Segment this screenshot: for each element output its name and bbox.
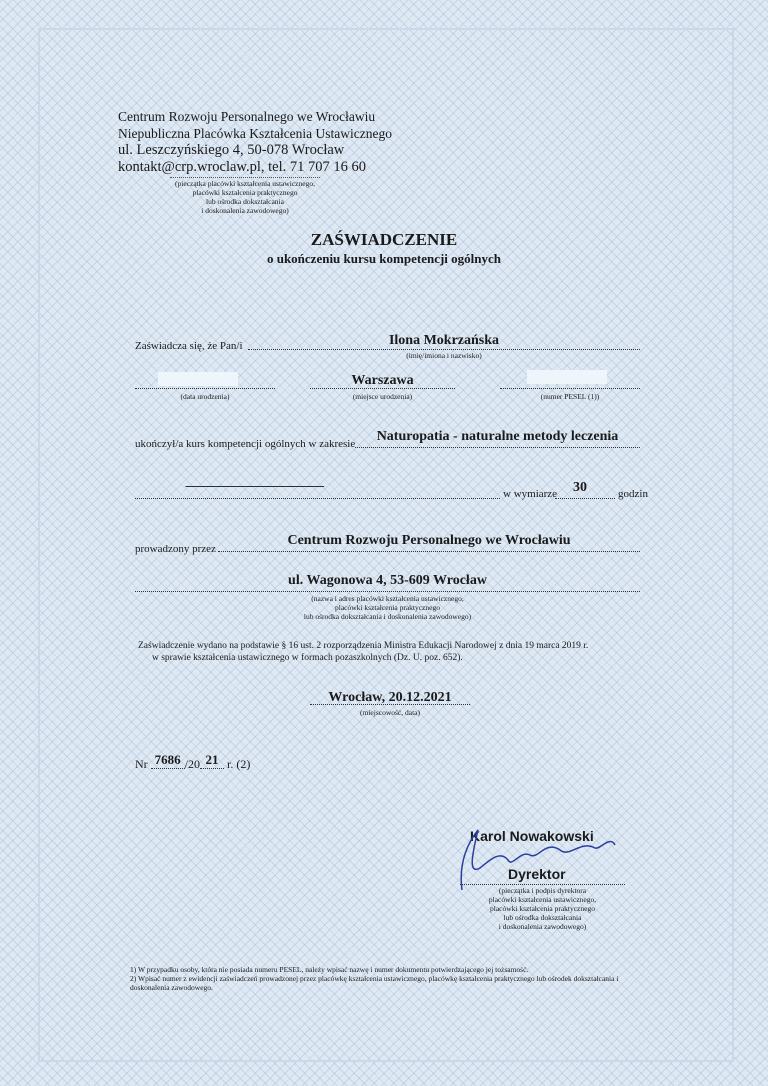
stamp-caption bbox=[170, 177, 320, 215]
course-dash-line: ---------------------------------------------------- bbox=[185, 480, 324, 492]
hours-value: 30 bbox=[573, 480, 587, 495]
stamp-line: Centrum Rozwoju Personalnego we Wrocławiu bbox=[118, 109, 376, 124]
number-year: 21 bbox=[200, 752, 224, 769]
stamp-line: ul. Leszczyńskiego 4, 50-078 Wrocław bbox=[118, 142, 345, 158]
certificate-number bbox=[135, 752, 250, 772]
person-name: Ilona Mokrzańska bbox=[388, 333, 500, 348]
caption-line: (pieczątka i podpis dyrektora bbox=[498, 886, 587, 895]
course-name: Naturopatia - naturalne metody leczenia bbox=[376, 429, 619, 444]
birth-place: Warszawa bbox=[351, 373, 414, 388]
director-title-stamp: Dyrektor bbox=[508, 866, 566, 882]
hours-unit: godzin bbox=[618, 488, 648, 500]
hours-label: w wymiarze bbox=[503, 488, 558, 500]
director-caption bbox=[460, 886, 625, 931]
provider-name: Centrum Rozwoju Personalnego we Wrocławiu bbox=[287, 533, 571, 548]
caption-line: (pieczątka placówki kształcenia ustawicznego, bbox=[175, 179, 315, 188]
director-name-stamp: Karol Nowakowski bbox=[470, 828, 594, 844]
provider-label: prowadzony przez bbox=[135, 543, 216, 555]
pesel-caption: (numer PESEL (1)) bbox=[540, 392, 600, 401]
stamp-line: Niepubliczna Placówka Kształcenia Ustawicznego bbox=[118, 126, 393, 141]
stamp-line: kontakt@crp.wroclaw.pl, tel. 71 707 16 60 bbox=[118, 159, 366, 175]
person-label: Zaświadcza się, że Pan/i bbox=[135, 340, 243, 352]
provider-address: ul. Wagonowa 4, 53-609 Wrocław bbox=[288, 573, 487, 588]
caption-line: placówki kształcenia praktycznego bbox=[335, 603, 440, 612]
document-title: ZAŚWIADCZENIE bbox=[310, 230, 458, 249]
caption-line: placówki kształcenia praktycznego bbox=[192, 188, 298, 197]
caption-line: (nazwa i adres placówki kształcenia ustawicznego, bbox=[311, 594, 464, 603]
name-caption: (imię/imiona i nazwisko) bbox=[406, 351, 482, 360]
caption-line: i doskonalenia zawodowego) bbox=[201, 206, 289, 215]
legal-line: Zaświadczenie wydano na podstawie § 16 ust. 2 rozporządzenia Ministra Edukacji Narodowej z dnia 19 marca 2019 r. bbox=[138, 641, 589, 651]
legal-basis bbox=[138, 640, 588, 664]
number-mid: /20 bbox=[184, 757, 201, 771]
footnote: 1) W przypadku osoby, która nie posiada numeru PESEL, należy wpisać nazwę i numer dokumentu potwierdzającego jej tożsamość. bbox=[130, 965, 529, 974]
caption-line: placówki kształcenia praktycznego bbox=[490, 904, 595, 913]
number-suffix: r. (2) bbox=[227, 757, 251, 771]
birth-place-caption: (miejsce urodzenia) bbox=[352, 392, 413, 401]
caption-line: i doskonalenia zawodowego) bbox=[498, 922, 587, 931]
caption-line: lub ośrodka dokształcania i doskonalenia zawodowego) bbox=[303, 612, 472, 621]
footnote: 2) Wpisać numer z ewidencji zaświadczeń prowadzonej przez placówkę kształcenia ustawicznego, placówkę kształcenia praktycznego lub ośrodek dokształcania i doskonalenia zawodowego. bbox=[130, 974, 619, 992]
number-value: 7686 bbox=[151, 752, 185, 769]
course-label: ukończył/a kurs kompetencji ogólnych w zakresie bbox=[135, 438, 356, 450]
birth-date-caption: (data urodzenia) bbox=[180, 392, 230, 401]
legal-line: w sprawie kształcenia ustawicznego w formach pozaszkolnych (Dz. U. poz. 652). bbox=[152, 653, 463, 663]
number-prefix: Nr bbox=[135, 757, 148, 771]
caption-line: placówki kształcenia ustawicznego, bbox=[488, 895, 597, 904]
place-date-caption: (miejscowość, data) bbox=[360, 708, 420, 717]
footnotes bbox=[130, 965, 650, 992]
provider-caption bbox=[135, 594, 640, 621]
place-date: Wrocław, 20.12.2021 bbox=[328, 690, 452, 705]
document-subtitle: o ukończeniu kursu kompetencji ogólnych bbox=[266, 251, 502, 266]
institution-stamp bbox=[118, 108, 392, 176]
caption-line: lub ośrodka dokształcania bbox=[206, 197, 284, 206]
caption-line: lub ośrodka dokształcania bbox=[503, 913, 582, 922]
